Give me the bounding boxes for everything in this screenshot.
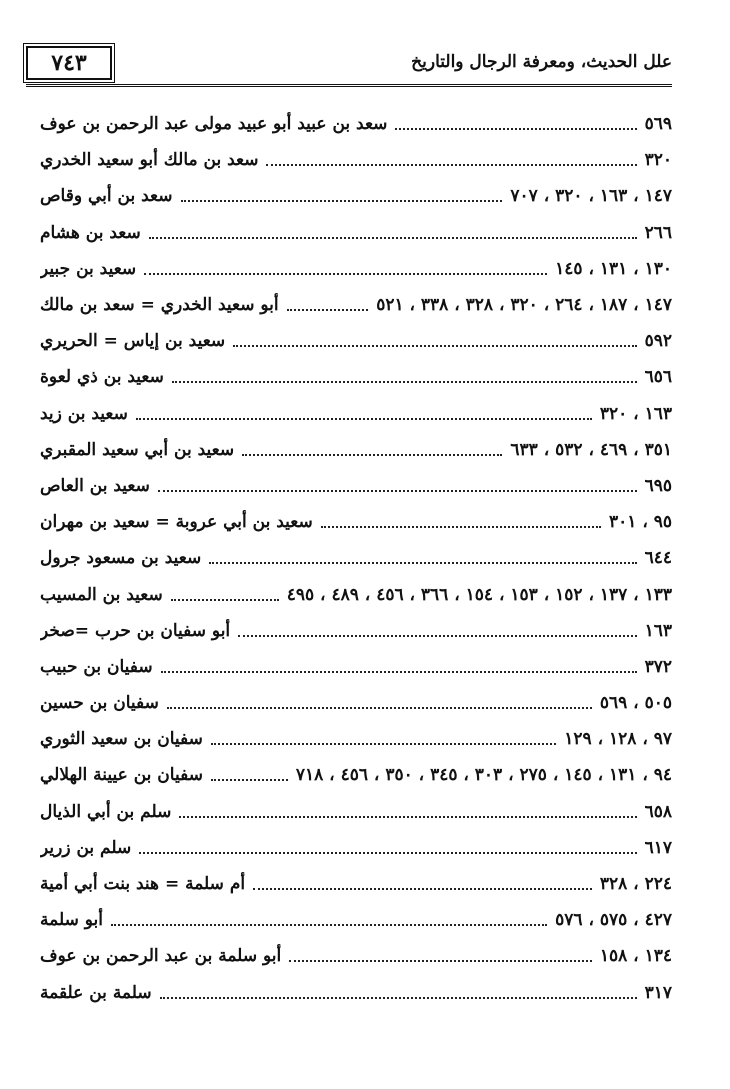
entry-name: أبو سفيان بن حرب =صخر (40, 620, 231, 641)
entry-pages: ١٣٠ ، ١٣١ ، ١٤٥ (555, 258, 672, 279)
dot-leader (111, 924, 547, 926)
entry-name: سعيد بن زيد (40, 403, 128, 424)
index-entry (40, 432, 672, 468)
entry-name: أبو سلمة بن عبد الرحمن بن عوف (40, 946, 282, 967)
entry-name: سعيد بن إياس = الحريري (40, 331, 226, 352)
index-entry (40, 613, 672, 649)
entry-name: سعيد بن المسيب (40, 584, 163, 605)
entry-name: سعد بن هشام (40, 222, 141, 243)
dot-leader (238, 635, 636, 637)
index-entry (40, 396, 672, 432)
entry-pages: ٦٩٥ (644, 475, 672, 496)
index-entry (40, 975, 672, 1011)
index-entry (40, 359, 672, 395)
entry-pages: ١٤٧ ، ١٨٧ ، ٢٦٤ ، ٣٢٠ ، ٣٢٨ ، ٣٣٨ ، ٥٢١ (376, 295, 672, 316)
entry-name: سلمة بن علقمة (40, 982, 152, 1003)
dot-leader (211, 743, 556, 745)
dot-leader (136, 418, 592, 420)
index-entry (40, 287, 672, 323)
index-entry (40, 251, 672, 287)
index-entry (40, 142, 672, 178)
entry-pages: ٦٤٤ (644, 548, 672, 569)
entry-pages: ١٣٣ ، ١٣٧ ، ١٥٢ ، ١٥٣ ، ١٥٤ ، ٣٦٦ ، ٤٥٦ ، ٤٨٩ ، ٤٩٥ (286, 584, 672, 605)
index-entry (40, 938, 672, 974)
entry-pages: ١٦٣ ، ٣٢٠ (599, 403, 672, 424)
dot-leader (149, 237, 637, 239)
dot-leader (158, 490, 637, 492)
entry-name: سعيد بن جبير (40, 258, 137, 279)
entry-pages: ١٦٣ (644, 620, 672, 641)
entry-name: أبو سعيد الخدري = سعد بن مالك (40, 295, 279, 316)
dot-leader (139, 852, 636, 854)
index-entry (40, 468, 672, 504)
index-entry (40, 830, 672, 866)
entry-name: سفيان بن عيينة الهلالي (40, 765, 203, 786)
entry-pages: ٢٦٦ (644, 222, 672, 243)
entry-name: سعيد بن مسعود جرول (40, 548, 202, 569)
dot-leader (179, 816, 636, 818)
running-title: علل الحديث، ومعرفة الرجال والتاريخ (411, 52, 672, 72)
entry-name: سعد بن عبيد أبو عبيد مولى عبد الرحمن بن عوف (40, 114, 388, 135)
dot-leader (172, 381, 637, 383)
dot-leader (161, 671, 637, 673)
page-number-box (26, 46, 112, 80)
entry-name: سلم بن أبي الذيال (40, 801, 172, 822)
dot-leader (167, 707, 592, 709)
index-entry (40, 685, 672, 721)
dot-leader (144, 273, 547, 275)
index-entry (40, 106, 672, 142)
entry-pages: ٥٦٩ (644, 114, 672, 135)
entry-pages: ٦٥٨ (644, 801, 672, 822)
dot-leader (160, 997, 637, 999)
index-entries (40, 106, 672, 1011)
entry-pages: ٦١٧ (644, 837, 672, 858)
entry-name: سعد بن أبي وقاص (40, 186, 173, 207)
entry-pages: ٥٩٢ (644, 331, 672, 352)
dot-leader (233, 345, 636, 347)
dot-leader (181, 200, 503, 202)
entry-pages: ٣٢٠ (644, 150, 672, 171)
entry-name: سعيد بن ذي لعوة (40, 367, 164, 388)
entry-pages: ٥٠٥ ، ٥٦٩ (599, 693, 672, 714)
index-entry (40, 178, 672, 214)
index-entry (40, 721, 672, 757)
index-entry (40, 866, 672, 902)
dot-leader (209, 562, 636, 564)
entry-name: أبو سلمة (40, 910, 103, 931)
page-header (26, 46, 672, 86)
dot-leader (287, 309, 369, 311)
entry-name: سفيان بن حسين (40, 693, 159, 714)
entry-pages: ٣٥١ ، ٤٦٩ ، ٥٣٢ ، ٦٣٣ (510, 439, 672, 460)
entry-pages: ٩٤ ، ١٣١ ، ١٤٥ ، ٢٧٥ ، ٣٠٣ ، ٣٤٥ ، ٣٥٠ ، ٤٥٦ ، ٧١٨ (295, 765, 672, 786)
dot-leader (266, 164, 636, 166)
entry-name: سفيان بن سعيد الثوري (40, 729, 203, 750)
entry-pages: ١٤٧ ، ١٦٣ ، ٣٢٠ ، ٧٠٧ (510, 186, 672, 207)
index-entry (40, 323, 672, 359)
dot-leader (211, 779, 288, 781)
index-entry (40, 576, 672, 612)
index-entry (40, 540, 672, 576)
entry-name: سعد بن مالك أبو سعيد الخدري (40, 150, 259, 171)
entry-name: أم سلمة = هند بنت أبي أمية (40, 874, 246, 895)
index-entry (40, 504, 672, 540)
dot-leader (289, 960, 592, 962)
entry-pages: ٩٥ ، ٣٠١ (609, 512, 672, 533)
entry-pages: ٤٢٧ ، ٥٧٥ ، ٥٧٦ (555, 910, 672, 931)
index-entry (40, 902, 672, 938)
dot-leader (253, 888, 592, 890)
entry-pages: ٣١٧ (644, 982, 672, 1003)
entry-name: سعيد بن أبي سعيد المقبري (40, 439, 235, 460)
dot-leader (395, 128, 636, 130)
index-entry (40, 649, 672, 685)
entry-name: سفيان بن حبيب (40, 656, 153, 677)
page-number: ٧٤٣ (51, 50, 87, 76)
entry-name: سلم بن زرير (40, 837, 132, 858)
header-rule (26, 84, 672, 87)
index-entry (40, 215, 672, 251)
entry-pages: ٩٧ ، ١٢٨ ، ١٢٩ (564, 729, 672, 750)
entry-pages: ١٣٤ ، ١٥٨ (599, 946, 672, 967)
index-entry (40, 757, 672, 793)
dot-leader (242, 454, 502, 456)
entry-pages: ٦٥٦ (644, 367, 672, 388)
entry-pages: ٣٧٢ (644, 656, 672, 677)
dot-leader (321, 526, 601, 528)
entry-pages: ٢٢٤ ، ٣٢٨ (599, 874, 672, 895)
dot-leader (171, 599, 279, 601)
entry-name: سعيد بن العاص (40, 475, 150, 496)
entry-name: سعيد بن أبي عروبة = سعيد بن مهران (40, 512, 313, 533)
index-entry (40, 794, 672, 830)
